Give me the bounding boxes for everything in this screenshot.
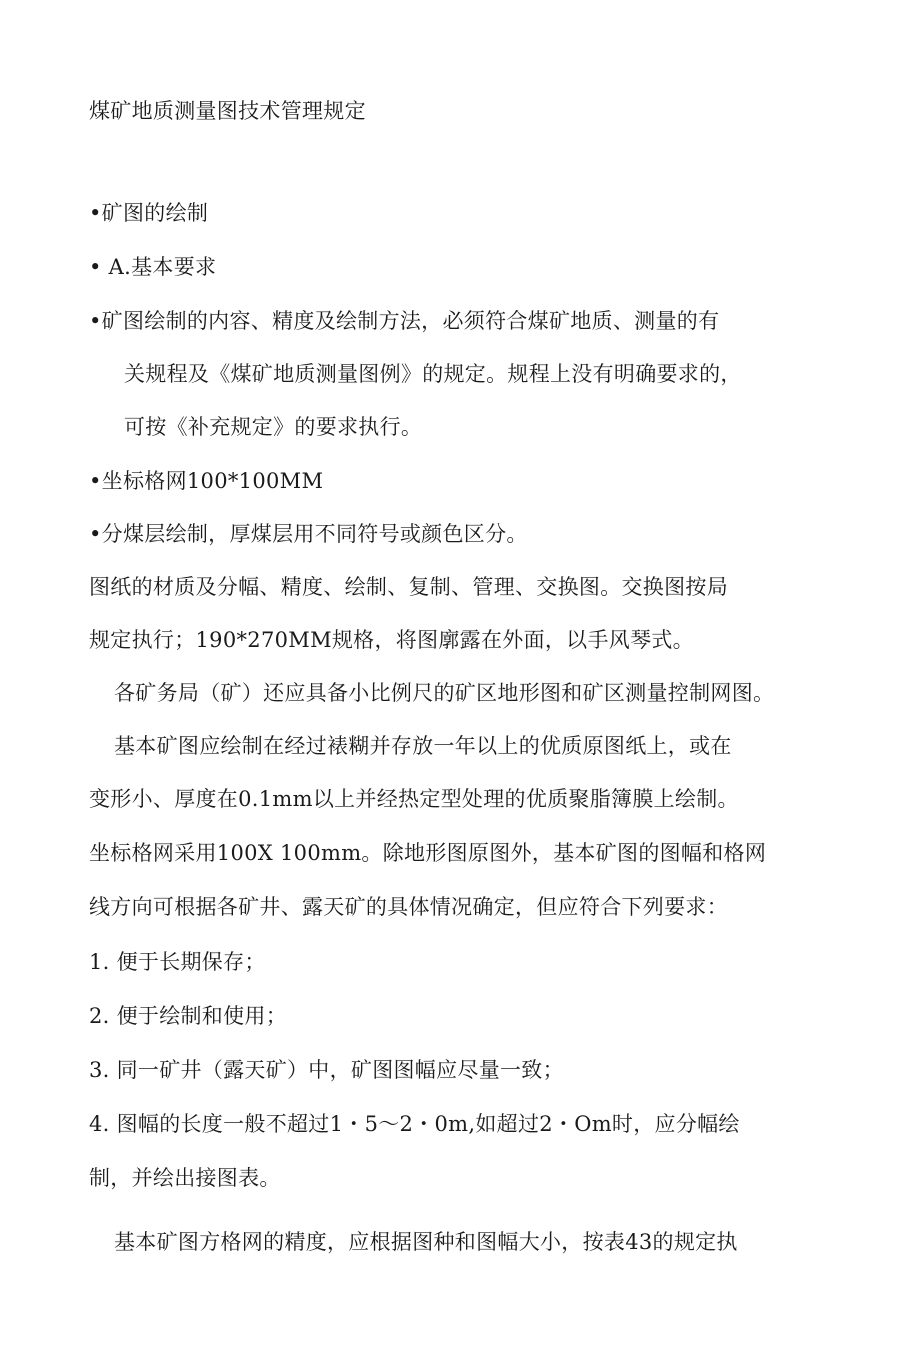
paragraph-line: 图纸的材质及分幅、精度、绘制、复制、管理、交换图。交换图按局 xyxy=(89,575,728,599)
paragraph-line: 规定执行；190*270MM规格，将图廓露在外面，以手风琴式。 xyxy=(89,628,694,652)
paragraph-line: 基本矿图方格网的精度，应根据图种和图幅大小，按表43的规定执 xyxy=(114,1230,738,1254)
paragraph-line: 可按《补充规定》的要求执行。 xyxy=(124,415,423,439)
numbered-item: 4. 图幅的长度一般不超过1・5～2・0m,如超过2・Om时，应分幅绘 xyxy=(89,1112,740,1136)
bullet-line: •分煤层绘制，厚煤层用不同符号或颜色区分。 xyxy=(89,522,528,546)
paragraph-line: 线方向可根据各矿井、露天矿的具体情况确定，但应符合下列要求： xyxy=(89,895,728,919)
numbered-item: 3. 同一矿井（露天矿）中，矿图图幅应尽量一致； xyxy=(89,1058,564,1082)
bullet-line: •坐标格网100*100MM xyxy=(89,469,324,493)
bullet-line: •矿图的绘制 xyxy=(89,201,209,225)
document-title: 煤矿地质测量图技术管理规定 xyxy=(89,99,366,123)
paragraph-line: 关规程及《煤矿地质测量图例》的规定。规程上没有明确要求的， xyxy=(124,362,742,386)
bullet-line: • A.基本要求 xyxy=(89,255,217,279)
paragraph-line: 坐标格网采用100X 100mm。除地形图原图外，基本矿图的图幅和格网 xyxy=(89,841,767,865)
paragraph-line: 制，并绘出接图表。 xyxy=(89,1166,281,1190)
paragraph-line: 基本矿图应绘制在经过裱糊并存放一年以上的优质原图纸上，或在 xyxy=(114,734,732,758)
paragraph-line: 变形小、厚度在0.1mm以上并经热定型处理的优质聚脂簿膜上绘制。 xyxy=(89,787,739,811)
paragraph-line: 各矿务局（矿）还应具备小比例尺的矿区地形图和矿区测量控制网图。 xyxy=(114,681,775,705)
numbered-item: 1. 便于长期保存； xyxy=(89,950,266,974)
numbered-item: 2. 便于绘制和使用； xyxy=(89,1004,288,1028)
bullet-line: •矿图绘制的内容、精度及绘制方法，必须符合煤矿地质、测量的有 xyxy=(89,309,720,333)
